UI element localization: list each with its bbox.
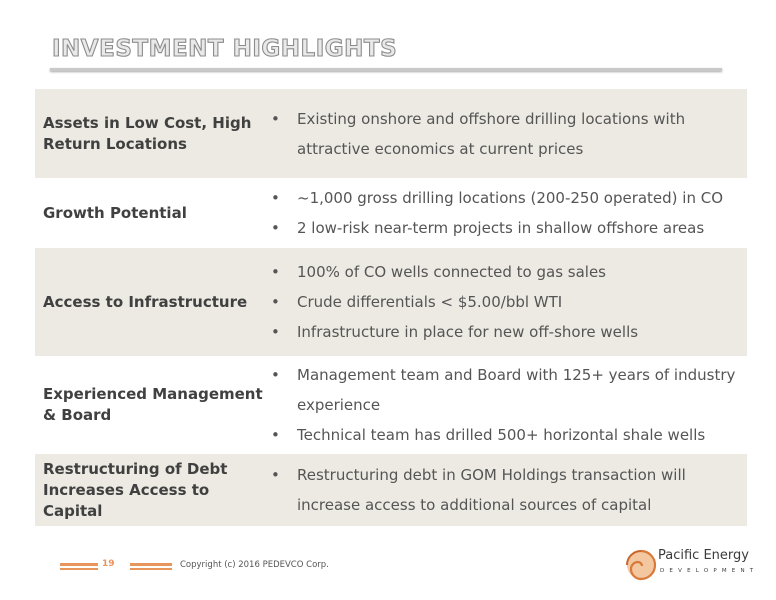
row-label: Experienced Management & Board xyxy=(43,385,263,424)
row-label: Growth Potential xyxy=(43,203,187,222)
row-bullets xyxy=(269,460,747,520)
bullet-icon: • xyxy=(271,189,280,207)
footer-accent-line-left xyxy=(60,563,98,566)
bullet-item: • Technical team has drilled 500+ horizontal shale wells xyxy=(271,420,747,450)
page-number: 19 xyxy=(102,559,115,569)
footer-accent-line-right-2 xyxy=(130,568,172,570)
title-underline xyxy=(50,68,722,71)
highlight-row-management xyxy=(35,358,747,454)
bullet-icon: • xyxy=(271,293,280,311)
bullet-item: • Restructuring debt in GOM Holdings transaction will increase access to additional sources of capital xyxy=(271,460,747,520)
footer-accent-line-right xyxy=(130,563,172,566)
bullet-item: • Existing onshore and offshore drilling locations with attractive economics at current prices xyxy=(271,104,747,164)
logo-name: Pacific Energy xyxy=(658,548,749,563)
bullet-icon: • xyxy=(271,426,280,444)
bullet-item: • ~1,000 gross drilling locations (200-250 operated) in CO xyxy=(271,183,747,213)
row-bullets xyxy=(269,257,747,347)
bullet-icon: • xyxy=(271,109,280,128)
row-label: Restructuring of Debt Increases Access to Capital xyxy=(43,459,228,520)
highlights-table xyxy=(35,89,747,528)
nautilus-shell-icon xyxy=(624,548,658,582)
bullet-icon: • xyxy=(271,263,280,281)
slide-title: INVESTMENT HIGHLIGHTS xyxy=(52,36,398,62)
bullet-item: • 100% of CO wells connected to gas sales xyxy=(271,257,747,287)
row-bullets xyxy=(269,183,747,243)
highlight-row-infrastructure xyxy=(35,248,747,358)
bullet-icon: • xyxy=(271,219,280,237)
highlight-row-growth xyxy=(35,180,747,248)
bullet-item: • Management team and Board with 125+ years of industry experience xyxy=(271,360,747,420)
row-bullets xyxy=(269,104,747,164)
bullet-item: • 2 low-risk near-term projects in shallow offshore areas xyxy=(271,213,747,243)
bullet-item: • Crude differentials < $5.00/bbl WTI xyxy=(271,287,747,317)
row-label: Access to Infrastructure xyxy=(43,292,248,311)
highlight-row-assets xyxy=(35,89,747,180)
company-logo xyxy=(624,546,764,586)
bullet-icon: • xyxy=(271,366,280,384)
row-bullets xyxy=(269,360,747,450)
bullet-item: • Infrastructure in place for new off-shore wells xyxy=(271,317,747,347)
row-label: Assets in Low Cost, High Return Locations xyxy=(43,113,252,153)
logo-tagline: DEVELOPMENT xyxy=(660,568,759,574)
bullet-icon: • xyxy=(271,323,280,341)
bullet-icon: • xyxy=(271,466,280,484)
copyright-text: Copyright (c) 2016 PEDEVCO Corp. xyxy=(180,560,329,570)
highlight-row-debt xyxy=(35,454,747,528)
footer-accent-line-left-2 xyxy=(60,568,98,570)
